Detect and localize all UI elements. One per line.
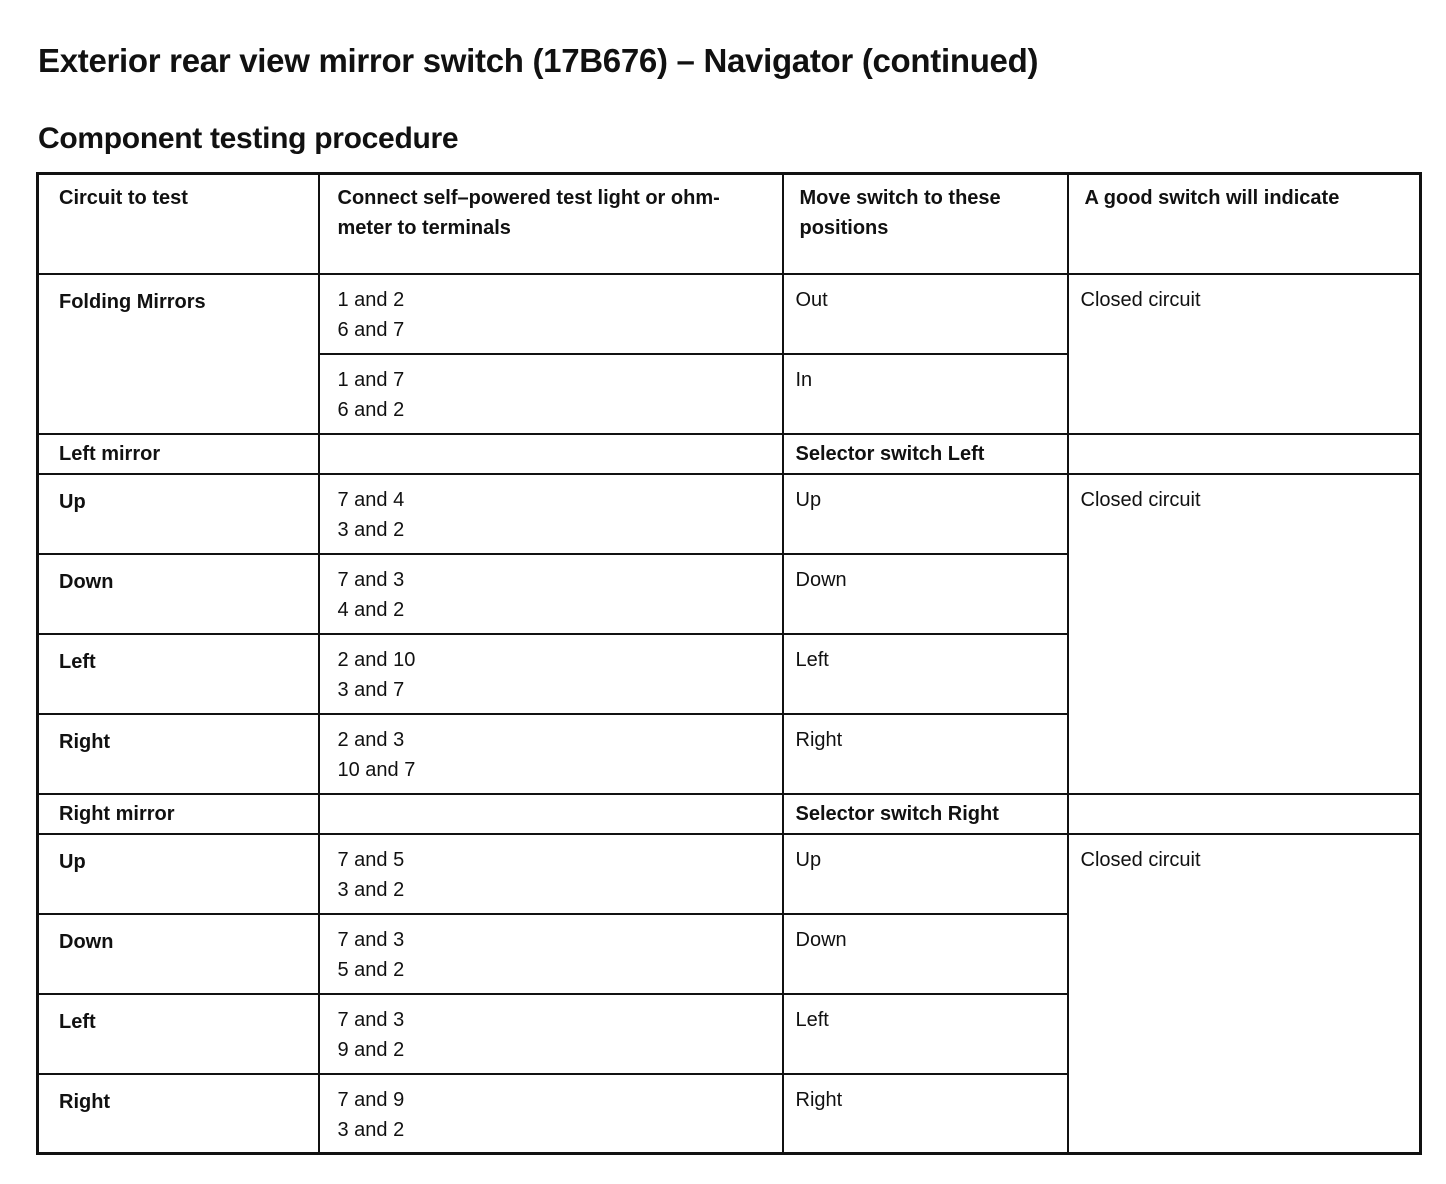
circuit-cell: Left: [38, 634, 319, 714]
position-cell: Left: [783, 994, 1068, 1074]
terminals-cell: 7 and 3 5 and 2: [319, 914, 783, 994]
header-indicate: A good switch will indicate: [1068, 174, 1421, 274]
component-testing-table: [36, 172, 1422, 1155]
selector-cell: Selector switch Right: [783, 794, 1068, 834]
result-cell: Closed circuit: [1068, 274, 1421, 434]
terminals-cell: 7 and 9 3 and 2: [319, 1074, 783, 1154]
selector-cell: Selector switch Left: [783, 434, 1068, 474]
terminals-cell: 7 and 3 4 and 2: [319, 554, 783, 634]
header-circuit: Circuit to test: [38, 174, 319, 274]
position-cell: Out: [783, 274, 1068, 354]
table-row: [38, 474, 1421, 554]
header-row: [38, 174, 1421, 274]
section-label: Right mirror: [38, 794, 319, 834]
circuit-cell: Folding Mirrors: [38, 274, 319, 434]
position-cell: Down: [783, 914, 1068, 994]
section-title: Component testing procedure: [38, 122, 459, 155]
position-cell: Right: [783, 714, 1068, 794]
position-cell: Right: [783, 1074, 1068, 1154]
circuit-cell: Up: [38, 834, 319, 914]
terminals-cell: 7 and 5 3 and 2: [319, 834, 783, 914]
header-connect: Connect self–powered test light or ohm- meter to terminals: [319, 174, 783, 274]
position-cell: In: [783, 354, 1068, 434]
circuit-cell: Down: [38, 914, 319, 994]
header-move: Move switch to these positions: [783, 174, 1068, 274]
result-cell: Closed circuit: [1068, 474, 1421, 794]
section-row-right-mirror: [38, 794, 1421, 834]
circuit-cell: Up: [38, 474, 319, 554]
section-label: Left mirror: [38, 434, 319, 474]
position-cell: Up: [783, 834, 1068, 914]
empty-cell: [1068, 434, 1421, 474]
position-cell: Left: [783, 634, 1068, 714]
terminals-cell: 1 and 7 6 and 2: [319, 354, 783, 434]
empty-cell: [1068, 794, 1421, 834]
empty-cell: [319, 434, 783, 474]
result-cell: Closed circuit: [1068, 834, 1421, 1154]
terminals-cell: 2 and 3 10 and 7: [319, 714, 783, 794]
section-row-left-mirror: [38, 434, 1421, 474]
position-cell: Up: [783, 474, 1068, 554]
table-row: [38, 274, 1421, 354]
table-row: [38, 834, 1421, 914]
position-cell: Down: [783, 554, 1068, 634]
circuit-cell: Left: [38, 994, 319, 1074]
terminals-cell: 7 and 3 9 and 2: [319, 994, 783, 1074]
terminals-cell: 7 and 4 3 and 2: [319, 474, 783, 554]
terminals-cell: 2 and 10 3 and 7: [319, 634, 783, 714]
page-title: Exterior rear view mirror switch (17B676) – Navigator (continued): [38, 42, 1039, 79]
circuit-cell: Right: [38, 1074, 319, 1154]
circuit-cell: Right: [38, 714, 319, 794]
empty-cell: [319, 794, 783, 834]
terminals-cell: 1 and 2 6 and 7: [319, 274, 783, 354]
circuit-cell: Down: [38, 554, 319, 634]
